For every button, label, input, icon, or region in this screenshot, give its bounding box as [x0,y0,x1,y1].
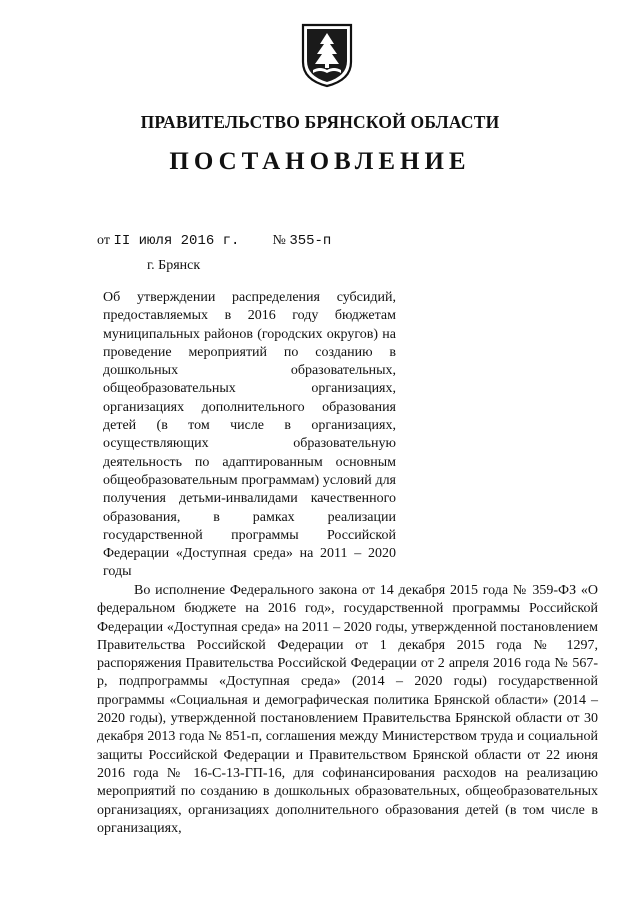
body-paragraph: Во исполнение Федерального закона от 14 декабря 2015 года № 359-ФЗ «О федеральном бюджете на 2016 год», государственной программы Российской Федерации «Доступная среда» на 2011 – 2020 годы, утвержденной постановлением Правительства Российской Федерации от 1 декабря 2015 года № 1297, распоряжения Правительства Российской Федерации от 2 апреля 2016 года № 567-р, подпрограммы «Доступная среда» (2014 – 2020 годы) государственной программы «Социальная и демографическая политика Брянской области» (2014 – 2020 годы), утвержденной постановлением Правительства Брянской области от 30 декабря 2013 года № 851-п, соглашения между Министерством труда и социальной защиты Российской Федерации и Правительством Брянской области от 22 июня 2016 года № 16-С-13-ГП-16, для софинансирования расходов на реализацию мероприятий по созданию в дошкольных образовательных, общеобразовательных организациях, организациях дополнительного образования детей (в том числе в организациях, [97,583,598,836]
city-line: г. Брянск [147,258,201,273]
coat-of-arms-emblem-icon [300,22,354,88]
date-prefix: от [97,233,110,248]
date-value: II июля 2016 г. [113,233,240,249]
date-number-line [97,233,331,249]
number-prefix: № [272,233,286,248]
number-value: 355-п [289,233,332,249]
document-type-heading: ПОСТАНОВЛЕНИЕ [169,148,471,175]
subject-paragraph: Об утверждении распределения субсидий, предоставляемых в 2016 году бюджетам муниципальных районов (городских округов) на проведение мероприятий по созданию в дошкольных образовательных, общеобразовательных организациях, организациях дополнительного образования детей (в том числе в организациях, осуществляющих образовательную деятельность по адаптированным основным общеобразовательным программам) условий для получения детьми-инвалидами качественного образования, в рамках реализации государственной программы Российской Федерации «Доступная среда» на 2011 – 2020 годы [103,290,396,580]
organization-title: ПРАВИТЕЛЬСТВО БРЯНСКОЙ ОБЛАСТИ [140,112,500,132]
